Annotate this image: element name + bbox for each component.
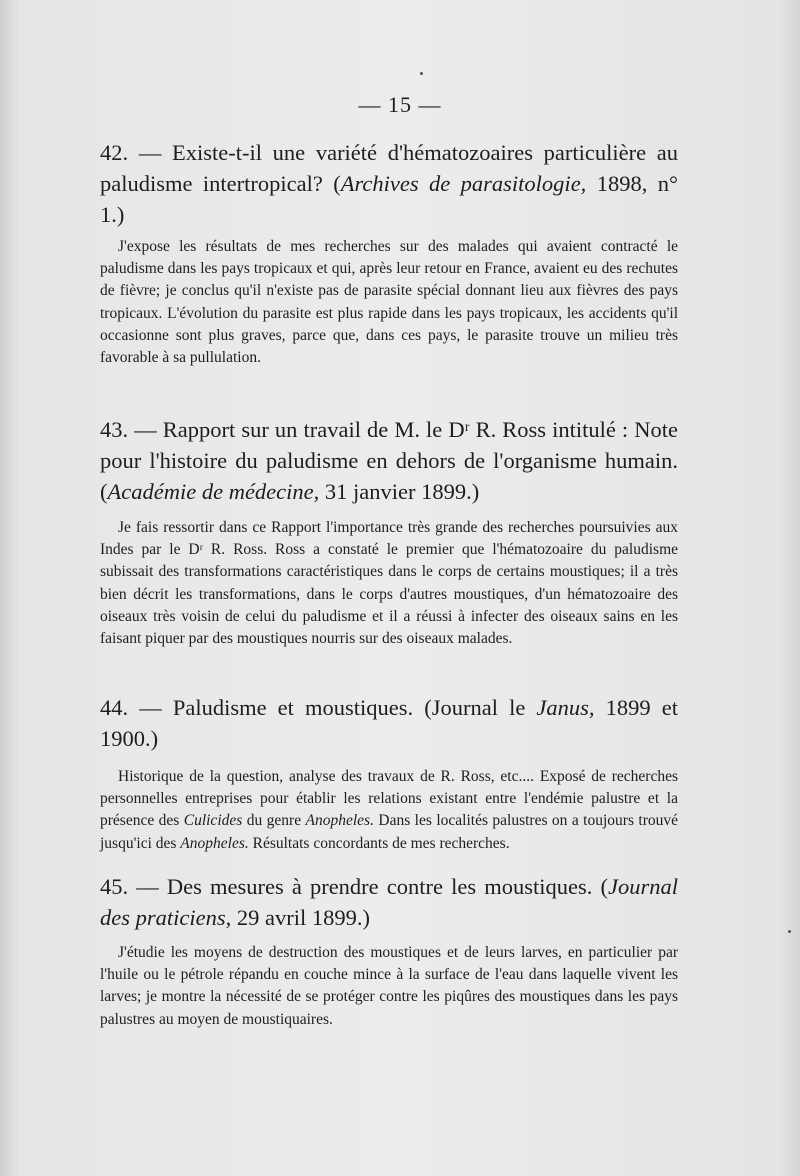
entry-number: 44.	[100, 695, 129, 720]
entry-43	[100, 414, 678, 650]
entry-44	[100, 692, 678, 855]
entry-number: 43.	[100, 417, 129, 442]
heading-source: Janus,	[536, 695, 595, 720]
heading-source: Journal des praticiens,	[100, 874, 678, 930]
page-number: — 15 —	[358, 92, 442, 117]
summary-text: Dans les localités palustres on a toujours trouvé jusqu'ici des	[100, 812, 679, 852]
summary-text: Résultats concordants de mes recherches.	[248, 834, 510, 852]
heading-date: 29 avril 1899.)	[231, 905, 370, 930]
entry-number: 42.	[100, 140, 129, 165]
summary-text: Historique de la question, analyse des travaux de R. Ross, etc.... Exposé de recherches personnelles entreprises pour établir les relations existant entre l'endémie palustre et la présence des	[100, 768, 678, 830]
heading-source: Archives de parasitologie,	[340, 171, 587, 196]
summary-text: du genre	[242, 812, 306, 830]
heading-date: 1898, n° 1.)	[100, 171, 679, 227]
entry-heading	[100, 137, 678, 230]
heading-text: — Existe-t-il une variété d'hématozoaires particulière au paludisme intertropical? (	[100, 140, 678, 196]
entry-summary: J'expose les résultats de mes recherches sur des malades qui avaient contracté le paludisme dans les pays tropicaux et qui, après leur retour en France, avaient eu des rechutes de fièvre; je conclus qu'il n'existe pas de parasite spécial donnant lieu aux fièvres des pays tropicaux. L'évolution du parasite est plus rapide dans les pays tropicaux, les accidents qu'il occasionne sont plus graves, parce que, dans ces pays, le parasite trouve un milieu très favorable à sa pullulation.	[100, 238, 678, 367]
heading-date: 31 janvier 1899.)	[319, 479, 480, 504]
speck-mark	[420, 72, 423, 75]
entry-number: 45.	[100, 874, 129, 899]
entry-summary: J'étudie les moyens de destruction des moustiques et de leurs larves, en particulier par l'huile ou le pétrole répandu en couche mince à la surface de l'eau dans laquelle vivent les larves; je montre la nécessité de se protéger contre les piqûres des moustiques dans les pays palustres au moyen de moustiquaires.	[100, 944, 678, 1028]
entry-45	[100, 871, 678, 1031]
entry-42	[100, 137, 678, 369]
entry-heading	[100, 871, 678, 933]
taxon-name: Culicides	[183, 812, 243, 830]
speck-mark	[788, 930, 791, 933]
heading-date: 1899 et 1900.)	[100, 695, 678, 751]
heading-text: — Paludisme et moustiques. (Journal le	[139, 695, 537, 720]
heading-source: Académie de médecine,	[107, 479, 320, 504]
taxon-name: Anopheles.	[180, 834, 249, 852]
entry-summary: Je fais ressortir dans ce Rapport l'importance très grande des recherches poursuivies aux Indes par le Dʳ R. Ross. Ross a constaté le premier que l'hématozoaire du paludisme subissait des transformations caractéristiques dans le corps de certains moustiques; il a très bien décrit les transformations, dans le corps d'autres moustiques, d'un hématozoaire des oiseaux très voisin de celui du paludisme et il a réussi à infecter des oiseaux sains en les faisant piquer par des moustiques nourris sur des oiseaux malades.	[100, 519, 678, 648]
entry-heading	[100, 414, 678, 507]
entry-heading	[100, 692, 678, 754]
heading-text: — Des mesures à prendre contre les moustiques. (	[136, 874, 608, 899]
entry-summary	[100, 766, 678, 855]
heading-text: — Rapport sur un travail de M. le Dʳ R. Ross intitulé : Note pour l'histoire du paludisme en dehors de l'organisme humain. (	[100, 417, 678, 504]
taxon-name: Anopheles.	[305, 812, 374, 830]
